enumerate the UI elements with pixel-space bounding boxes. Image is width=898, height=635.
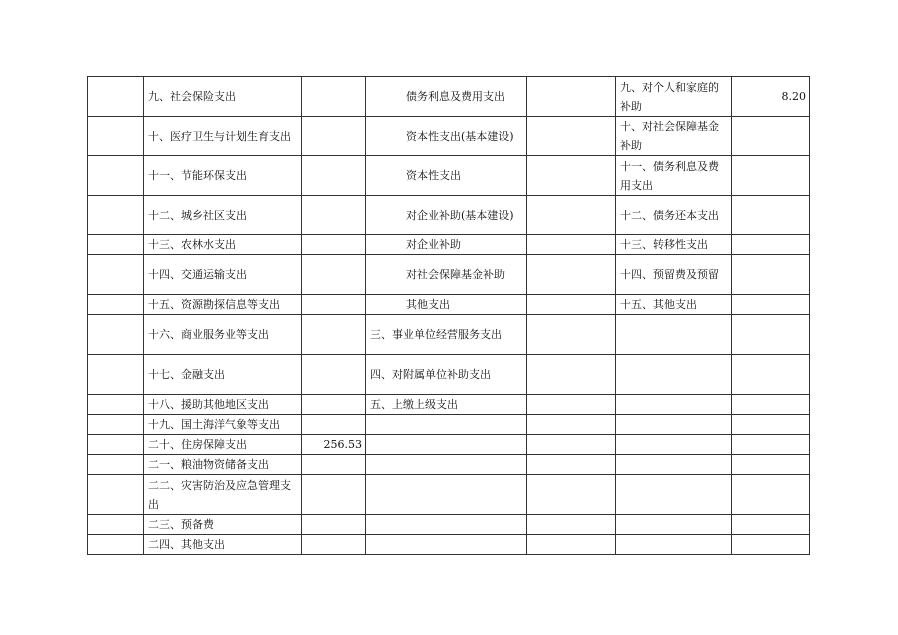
economic-category-cell: 十三、转移性支出 [616, 235, 732, 255]
amount-cell [527, 255, 616, 295]
table-row [88, 255, 810, 295]
amount-cell [527, 315, 616, 355]
amount-cell [527, 77, 616, 117]
amount-cell [527, 515, 616, 535]
expense-category-cell: 十二、城乡社区支出 [144, 196, 302, 235]
expense-category-cell: 十六、商业服务业等支出 [144, 315, 302, 355]
row-blank-cell [88, 435, 144, 455]
economic-category-cell: 十二、债务还本支出 [616, 196, 732, 235]
expense-category-cell: 二四、其他支出 [144, 535, 302, 555]
economic-category-cell [366, 475, 527, 515]
expense-category-cell: 十三、农林水支出 [144, 235, 302, 255]
amount-cell [732, 196, 810, 235]
amount-cell [732, 156, 810, 196]
table-row [88, 515, 810, 535]
economic-category-cell: 四、对附属单位补助支出 [366, 355, 527, 395]
row-blank-cell [88, 295, 144, 315]
economic-category-cell: 十一、债务利息及费用支出 [616, 156, 732, 196]
table-row [88, 455, 810, 475]
economic-category-cell: 债务利息及费用支出 [366, 77, 527, 117]
row-blank-cell [88, 235, 144, 255]
economic-category-cell [616, 455, 732, 475]
amount-cell: 8.20 [732, 77, 810, 117]
row-blank-cell [88, 455, 144, 475]
amount-cell [527, 455, 616, 475]
economic-category-cell [366, 515, 527, 535]
amount-cell [732, 355, 810, 395]
budget-expenditure-table [87, 76, 810, 555]
economic-category-cell: 九、对个人和家庭的补助 [616, 77, 732, 117]
economic-category-cell [366, 415, 527, 435]
amount-cell [732, 475, 810, 515]
economic-category-cell [616, 355, 732, 395]
amount-cell [527, 156, 616, 196]
expense-category-cell: 十一、节能环保支出 [144, 156, 302, 196]
amount-cell [527, 235, 616, 255]
economic-category-cell [616, 535, 732, 555]
expense-category-cell: 十四、交通运输支出 [144, 255, 302, 295]
row-blank-cell [88, 156, 144, 196]
economic-category-cell: 资本性支出 [366, 156, 527, 196]
amount-cell [732, 235, 810, 255]
expense-category-cell: 十五、资源勘探信息等支出 [144, 295, 302, 315]
row-blank-cell [88, 515, 144, 535]
economic-category-cell [616, 315, 732, 355]
economic-category-cell [366, 435, 527, 455]
table-row [88, 475, 810, 515]
amount-cell [527, 435, 616, 455]
amount-cell [302, 535, 366, 555]
table-row [88, 415, 810, 435]
expense-category-cell: 十九、国土海洋气象等支出 [144, 415, 302, 435]
expense-category-cell: 九、社会保险支出 [144, 77, 302, 117]
table-row [88, 315, 810, 355]
table-row [88, 535, 810, 555]
expense-category-cell: 十、医疗卫生与计划生育支出 [144, 117, 302, 156]
amount-cell [302, 156, 366, 196]
table-row [88, 235, 810, 255]
amount-cell [527, 415, 616, 435]
economic-category-cell [616, 435, 732, 455]
economic-category-cell [616, 395, 732, 415]
amount-cell [732, 255, 810, 295]
amount-cell [732, 535, 810, 555]
expense-category-cell: 十七、金融支出 [144, 355, 302, 395]
row-blank-cell [88, 535, 144, 555]
economic-category-cell [366, 455, 527, 475]
amount-cell [302, 235, 366, 255]
economic-category-cell: 对企业补助(基本建设) [366, 196, 527, 235]
amount-cell [302, 196, 366, 235]
amount-cell [302, 515, 366, 535]
amount-cell [527, 355, 616, 395]
table-row [88, 435, 810, 455]
amount-cell [302, 475, 366, 515]
economic-category-cell: 十、对社会保障基金补助 [616, 117, 732, 156]
amount-cell [732, 117, 810, 156]
table-row [88, 395, 810, 415]
economic-category-cell: 其他支出 [366, 295, 527, 315]
amount-cell [732, 315, 810, 355]
table-row [88, 196, 810, 235]
economic-category-cell: 十五、其他支出 [616, 295, 732, 315]
amount-cell [732, 515, 810, 535]
row-blank-cell [88, 117, 144, 156]
expense-category-cell: 二十、住房保障支出 [144, 435, 302, 455]
amount-cell [302, 117, 366, 156]
economic-category-cell [366, 535, 527, 555]
table-row [88, 117, 810, 156]
amount-cell [302, 315, 366, 355]
expense-category-cell: 十八、援助其他地区支出 [144, 395, 302, 415]
economic-category-cell [616, 515, 732, 535]
economic-category-cell [616, 415, 732, 435]
amount-cell [732, 395, 810, 415]
amount-cell [732, 435, 810, 455]
expense-category-cell: 二三、预备费 [144, 515, 302, 535]
amount-cell [302, 77, 366, 117]
amount-cell [527, 295, 616, 315]
row-blank-cell [88, 415, 144, 435]
economic-category-cell: 对社会保障基金补助 [366, 255, 527, 295]
economic-category-cell: 十四、预留费及预留 [616, 255, 732, 295]
row-blank-cell [88, 315, 144, 355]
amount-cell [527, 196, 616, 235]
table-row [88, 156, 810, 196]
amount-cell [732, 415, 810, 435]
expense-category-cell: 二二、灾害防治及应急管理支出 [144, 475, 302, 515]
economic-category-cell: 五、上缴上级支出 [366, 395, 527, 415]
amount-cell [527, 535, 616, 555]
amount-cell [527, 117, 616, 156]
row-blank-cell [88, 395, 144, 415]
row-blank-cell [88, 475, 144, 515]
amount-cell [527, 395, 616, 415]
amount-cell [302, 455, 366, 475]
amount-cell [302, 355, 366, 395]
table-row [88, 355, 810, 395]
amount-cell [527, 475, 616, 515]
amount-cell [302, 295, 366, 315]
row-blank-cell [88, 255, 144, 295]
row-blank-cell [88, 196, 144, 235]
expense-category-cell: 二一、粮油物资储备支出 [144, 455, 302, 475]
table-row [88, 295, 810, 315]
row-blank-cell [88, 77, 144, 117]
amount-cell [732, 295, 810, 315]
economic-category-cell: 三、事业单位经营服务支出 [366, 315, 527, 355]
economic-category-cell: 对企业补助 [366, 235, 527, 255]
row-blank-cell [88, 355, 144, 395]
amount-cell [302, 415, 366, 435]
table-row [88, 77, 810, 117]
amount-cell: 256.53 [302, 435, 366, 455]
economic-category-cell: 资本性支出(基本建设) [366, 117, 527, 156]
amount-cell [302, 255, 366, 295]
economic-category-cell [616, 475, 732, 515]
amount-cell [732, 455, 810, 475]
amount-cell [302, 395, 366, 415]
